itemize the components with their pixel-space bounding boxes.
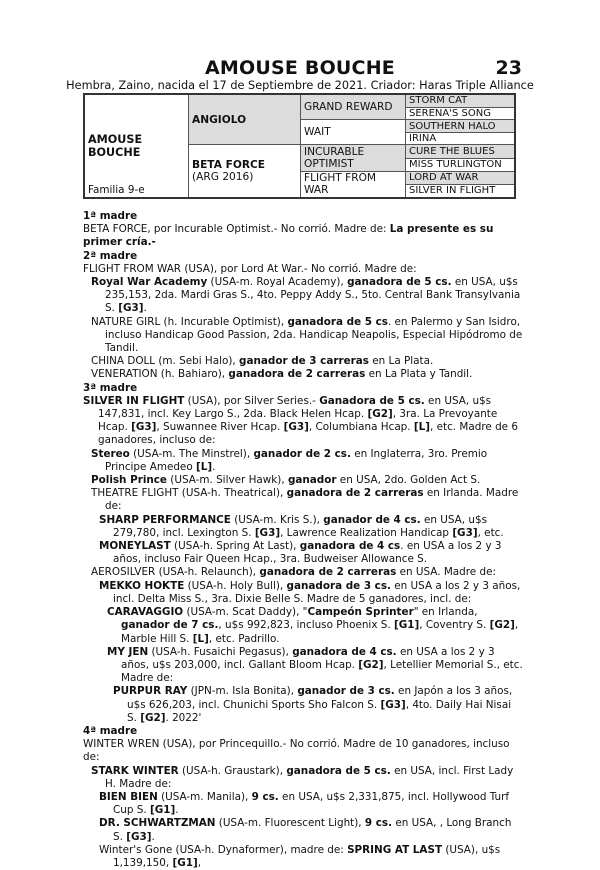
produce-entry: [83, 448, 523, 474]
text-bold: 9 cs.: [251, 790, 279, 803]
text: VENERATION (h. Bahiaro),: [91, 368, 229, 381]
horse-name: DR. SCHWARTZMAN: [99, 817, 216, 830]
text: , Letellier Memorial S., etc. Madre de:: [121, 658, 523, 685]
produce-entry: [83, 566, 523, 579]
text: en Japón a los 3 años, u$s 626,203, incl. Chunichi Sports Sho Falcon S.: [127, 685, 513, 711]
text: (USA-h. Spring At Last),: [170, 540, 300, 553]
text: . en USA a los 2 y 3 años, incluso Fair Queen Hcap., 3ra. Budweiser Allowance S.: [113, 540, 502, 566]
horse-name: Stereo: [91, 447, 130, 460]
text: (USA), por Silver Series.-: [184, 394, 320, 407]
pedigree-horse: [84, 94, 189, 198]
text-bold: ganadora de 4 cs.: [292, 645, 397, 658]
text-bold: ganador de 3 cs.: [297, 685, 395, 698]
produce-entry: [83, 646, 523, 686]
grade-label: [G3]: [380, 698, 406, 711]
text: (USA-h. Graustark),: [178, 764, 287, 777]
text: .: [143, 302, 147, 315]
horse-name: AMOUSE BOUCHE: [88, 133, 143, 159]
text: en USA, 2do. Golden Act S.: [336, 474, 481, 487]
text: , 4to. Daily Hai Nisai S.: [127, 698, 512, 724]
text: (USA-h. Fusaichi Pegasus),: [148, 645, 293, 658]
text: , Marble Hill S.: [121, 619, 519, 645]
text: ,: [197, 856, 202, 869]
text: (USA-m. Royal Academy),: [207, 276, 348, 289]
text: .: [212, 460, 216, 473]
text: (USA-m. Silver Hawk),: [166, 474, 288, 487]
page-title: AMOUSE BOUCHE: [205, 57, 395, 79]
text: en USA, u$s 147,831, incl. Key Largo S., 2da. Black Helen Hcap.: [98, 394, 492, 421]
dam-name: BETA FORCE: [192, 159, 266, 172]
produce-entry: [83, 540, 523, 566]
text: , Columbiana Hcap.: [308, 421, 414, 434]
section-heading-4th-dam: 4ª madre: [83, 724, 138, 737]
grade-label: [L]: [196, 460, 213, 473]
grade-label: [G2]: [358, 658, 384, 671]
second-dam-entry: FLIGHT FROM WAR (USA), por Lord At War.- No corrió. Madre de:: [83, 262, 417, 275]
text-bold: ganadora de 4 cs: [299, 540, 401, 553]
text-bold: ganador de 3 carreras: [239, 355, 369, 368]
horse-name: STARK WINTER: [91, 764, 179, 777]
section-heading-3rd-dam: 3ª madre: [83, 381, 138, 394]
pedigree-gen3-2: SERENA'S SONG: [406, 107, 516, 120]
text: (USA-h. Holy Bull),: [184, 579, 287, 592]
text: en USA, u$s 2,331,875, incl. Hollywood Turf Cup S.: [113, 790, 510, 817]
produce-entry: [83, 791, 523, 817]
text: BETA FORCE, por Incurable Optimist.- No corrió. Madre de:: [83, 223, 390, 236]
produce-record: [83, 210, 523, 870]
pedigree-dam: [189, 145, 301, 198]
pedigree-gen3-6: MISS TURLINGTON: [406, 158, 516, 171]
text-bold: ganadora de 5 cs.: [347, 276, 452, 289]
text-bold: ganador de 2 cs.: [253, 447, 351, 460]
text: en USA, , Long Branch S.: [113, 817, 512, 843]
text: (USA), u$s 1,139,150,: [113, 843, 501, 869]
grade-label: [L]: [192, 632, 209, 645]
horse-name: MEKKO HOKTE: [99, 579, 185, 592]
grade-label: [G3]: [131, 421, 157, 434]
horse-name: Polish Prince: [91, 474, 167, 487]
pedigree-sire-dam: WAIT: [301, 120, 406, 145]
text-bold: ganadora de 3 cs.: [286, 579, 391, 592]
produce-entry: [83, 580, 523, 606]
produce-entry: [83, 514, 523, 540]
pedigree-gen3-1: STORM CAT: [406, 94, 516, 107]
pedigree-table: [83, 93, 516, 199]
grade-label: [G1]: [172, 856, 198, 869]
text: .: [175, 804, 179, 817]
horse-name: Royal War Academy: [91, 276, 208, 289]
text: " en Irlanda,: [413, 606, 478, 619]
text-bold: ganadora de 5 cs: [287, 315, 388, 328]
pedigree-gen3-5: CURE THE BLUES: [406, 145, 516, 158]
produce-entry: [83, 474, 523, 487]
grade-label: [G2]: [489, 619, 515, 632]
produce-entry: [83, 817, 523, 843]
lot-number: 23: [495, 57, 522, 79]
horse-description: Hembra, Zaino, nacida el 17 de Septiembre de 2021. Criador: Haras Triple Alliance: [66, 79, 534, 92]
grade-label: [G1]: [149, 804, 176, 817]
text: en USA, incl. First Lady H. Madre de:: [105, 764, 514, 790]
text: (USA-m. Fluorescent Light),: [215, 817, 365, 830]
pedigree-dam-sire: INCURABLE OPTIMIST: [301, 145, 406, 171]
grade-label: [G3]: [254, 526, 281, 539]
third-dam-entry: [83, 395, 523, 448]
horse-name: SPRING AT LAST: [347, 843, 443, 856]
pedigree-gen3-8: SILVER IN FLIGHT: [406, 184, 516, 198]
produce-entry: [83, 368, 523, 381]
text: AEROSILVER (USA-h. Relaunch),: [91, 566, 260, 579]
grade-label: [G3]: [452, 526, 478, 539]
grade-label: [G3]: [126, 830, 152, 843]
text: , u$s 992,823, incluso Phoenix S.: [218, 619, 394, 632]
text: .: [151, 830, 155, 843]
text-bold: ganadora de 2 carreras: [228, 368, 366, 381]
horse-name: MONEYLAST: [99, 540, 171, 553]
text: en USA. Madre de:: [396, 566, 496, 579]
horse-name: MY JEN: [107, 645, 149, 658]
fourth-dam-entry: WINTER WREN (USA), por Princequillo.- No corrió. Madre de 10 ganadores, incluso de:: [83, 738, 510, 764]
pedigree-sire-sire: GRAND REWARD: [301, 94, 406, 120]
pedigree-gen3-7: LORD AT WAR: [406, 171, 516, 184]
text: , Coventry S.: [419, 619, 490, 632]
text-bold: ganador: [287, 474, 337, 487]
produce-entry: [83, 316, 523, 356]
text: (USA-m. The Minstrel),: [129, 447, 254, 460]
produce-entry: [83, 276, 523, 316]
produce-entry: [83, 487, 523, 513]
produce-entry: [83, 765, 523, 791]
text: . en Palermo y San Isidro, incluso Handicap Good Passion, 2da. Handicap Neapolis, Especial Hipódromo de Tandil.: [105, 315, 523, 355]
pedigree-dam-dam: FLIGHT FROM WAR: [301, 171, 406, 198]
text: (JPN-m. Isla Bonita),: [187, 685, 298, 698]
pedigree-gen3-3: SOUTHERN HALO: [406, 120, 516, 133]
horse-name: CARAVAGGIO: [107, 606, 184, 619]
text: THEATRE FLIGHT (USA-h. Theatrical),: [91, 487, 287, 500]
dam-note: (ARG 2016): [192, 171, 254, 184]
pedigree-sire: ANGIOLO: [189, 94, 301, 145]
produce-entry: [83, 844, 523, 870]
horse-name: PURPUR RAY: [113, 685, 188, 698]
text: CHINA DOLL (m. Sebi Halo),: [91, 355, 240, 368]
text: , etc.: [477, 526, 504, 539]
grade-label: [G3]: [118, 302, 144, 315]
horse-name: SILVER IN FLIGHT: [83, 394, 185, 407]
produce-entry: [83, 606, 523, 646]
text: , Suwannee River Hcap.: [156, 421, 284, 434]
text: , Lawrence Realization Handicap: [280, 526, 453, 539]
family-label: Familia 9-e: [88, 184, 145, 196]
grade-label: [G2]: [367, 408, 393, 421]
produce-entry: [83, 685, 523, 725]
text: en USA, u$s 279,780, incl. Lexington S.: [113, 513, 487, 539]
first-dam-entry: [83, 223, 523, 249]
text: en La Plata y Tandil.: [365, 368, 473, 381]
text: en Inglaterra, 3ro. Premio Principe Amedeo: [105, 447, 488, 473]
text: , etc. Padrillo.: [208, 632, 280, 645]
horse-name: SHARP PERFORMANCE: [99, 513, 231, 526]
text-bold: Ganadora de 5 cs.: [319, 394, 425, 407]
text-bold: ganadora de 2 carreras: [286, 487, 424, 500]
text: NATURE GIRL (h. Incurable Optimist),: [91, 315, 288, 328]
section-heading-1st-dam: 1ª madre: [83, 210, 138, 222]
text: en USA a los 2 y 3 años, incl. Delta Miss S., 3ra. Dixie Belle S. Madre de 5 ganadores, incl. de:: [113, 579, 521, 605]
text: (USA-m. Manila),: [157, 790, 252, 803]
text-bold: ganador de 4 cs.: [323, 513, 421, 526]
text: . 2022': [165, 711, 202, 724]
produce-entry: [83, 355, 523, 368]
section-heading-2nd-dam: 2ª madre: [83, 249, 138, 262]
grade-label: [L]: [413, 421, 431, 434]
grade-label: [G3]: [283, 421, 309, 434]
text-bold: Campeón Sprinter: [307, 606, 414, 619]
text: Winter's Gone (USA-h. Dynaformer), madre de:: [99, 843, 348, 856]
text: (USA-m. Kris S.),: [230, 513, 324, 526]
text: en La Plata.: [368, 355, 434, 368]
grade-label: [G2]: [140, 711, 166, 724]
text-bold: ganadora de 5 cs.: [286, 764, 391, 777]
text: (USA-m. Scat Daddy), ": [183, 606, 308, 619]
grade-label: [G1]: [393, 619, 420, 632]
text: en USA a los 2 y 3 años, u$s 203,000, incl. Gallant Bloom Hcap.: [121, 645, 495, 671]
text: en USA, u$s 235,153, 2da. Mardi Gras S., 4to. Peppy Addy S., 5to. Central Bank Transylvania S.: [105, 276, 521, 315]
text-bold: ganadora de 2 carreras: [259, 566, 397, 579]
pedigree-gen3-4: IRINA: [406, 132, 516, 145]
text-bold: La presente es su primer cría.-: [83, 223, 494, 249]
text: , etc. Madre de 6 ganadores, incluso de:: [98, 421, 518, 447]
text: , 3ra. La Prevoyante Hcap.: [98, 408, 498, 434]
text: en Irlanda. Madre de:: [105, 487, 519, 513]
text-bold: ganador de 7 cs.: [121, 619, 219, 632]
horse-name: BIEN BIEN: [99, 790, 158, 803]
text-bold: 9 cs.: [364, 817, 393, 830]
